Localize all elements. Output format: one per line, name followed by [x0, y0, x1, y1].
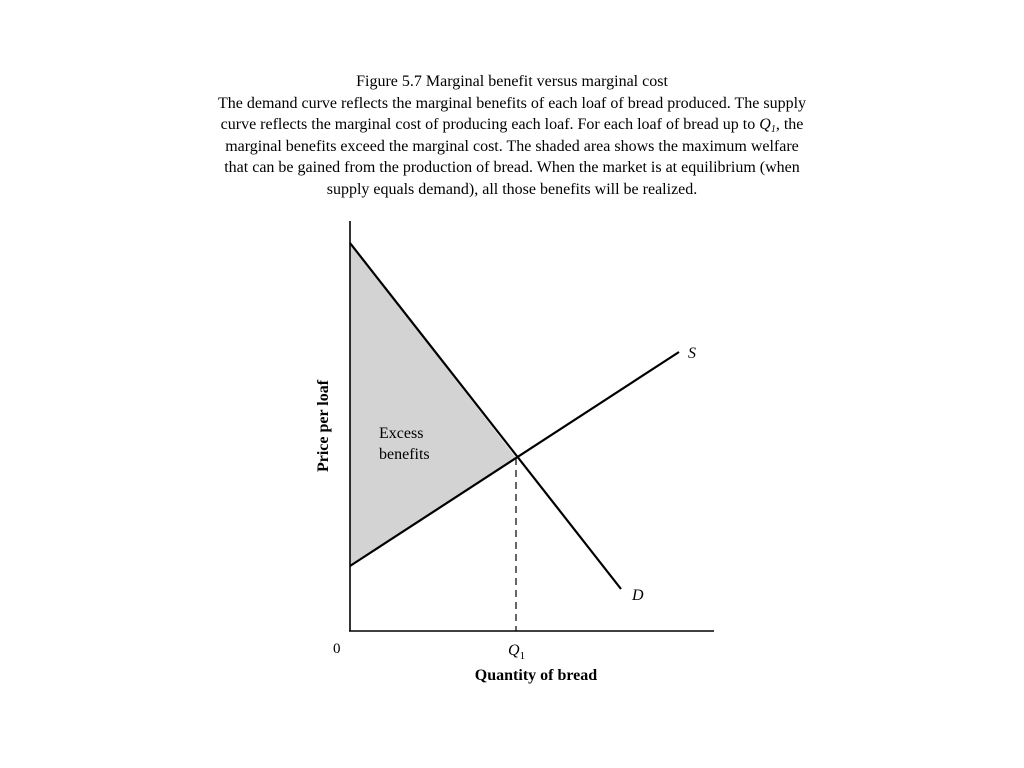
caption-line-5: supply equals demand), all those benefits will be realized. [326, 180, 698, 198]
excess-benefits-area [350, 243, 516, 566]
q1-label [508, 642, 525, 662]
origin-label: 0 [333, 641, 341, 657]
area-label-line-2: benefits [379, 446, 430, 463]
caption-line-4: that can be gained from the production of bread. When the market is at equilibrium (when [224, 159, 800, 177]
caption-line-2-text: curve reflects the marginal cost of producing each loaf. For each loaf of bread up to [220, 116, 760, 134]
demand-label: D [632, 587, 644, 604]
caption-line-3: marginal benefits exceed the marginal cost. The shaded area shows the maximum welfare [225, 137, 799, 155]
caption-line-2-end: , the [775, 116, 804, 134]
area-label-line-1: Excess [379, 425, 424, 442]
y-axis-label: Price per loaf [315, 379, 332, 473]
q1-symbol: Q [508, 642, 520, 659]
caption-line-1: The demand curve reflects the marginal benefits of each loaf of bread produced. The supply [217, 94, 807, 112]
caption-q-subscript: 1 [770, 124, 776, 136]
supply-label: S [688, 345, 696, 362]
x-axis-label: Quantity of bread [474, 667, 598, 684]
caption-title: Figure 5.7 Marginal benefit versus marginal cost [356, 73, 668, 90]
caption-q-symbol: Q [759, 116, 771, 134]
q1-subscript: 1 [519, 650, 526, 662]
